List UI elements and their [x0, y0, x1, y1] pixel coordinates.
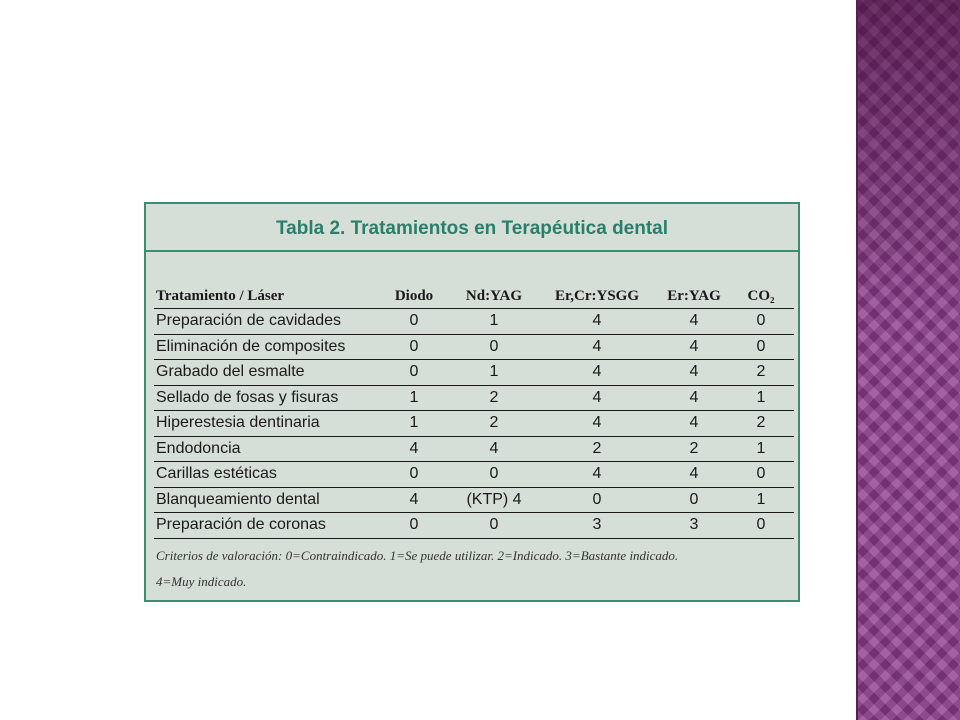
row-label: Sellado de fosas y fisuras	[156, 388, 339, 406]
table-cell: 4	[689, 312, 699, 329]
table-cell: 0	[409, 312, 419, 329]
header-co2: CO₂	[747, 288, 775, 304]
table-cell: 1	[756, 439, 766, 457]
table-cell: 4	[409, 490, 419, 508]
table-cell: 4	[689, 388, 699, 406]
row-label: Endodoncia	[156, 439, 241, 457]
table-title: Tabla 2. Tratamientos en Terapéutica dental	[275, 218, 669, 239]
table-cell: 4	[689, 337, 699, 355]
table-cell: 3	[592, 516, 602, 533]
table-cell: 0	[489, 337, 499, 355]
table-cell: 4	[592, 337, 602, 355]
table-cell: 0	[409, 363, 419, 380]
table-cell: 4	[409, 439, 419, 457]
table-cell: 0	[756, 337, 766, 355]
table-cell: 0	[756, 465, 766, 482]
side-panel-edge	[856, 0, 858, 720]
table-cell: 1	[409, 388, 419, 406]
table-cell: 4	[489, 439, 499, 457]
criteria-note: Criterios de valoración: 0=Contraindicado. 1=Se puede utilizar. 2=Indicado. 3=Bastante indicado.	[156, 548, 679, 563]
row-divider	[154, 461, 794, 462]
table-cell: 0	[756, 516, 766, 533]
row-divider	[154, 538, 794, 539]
table-cell: 0	[489, 465, 499, 482]
row-label: Hiperestesia dentinaria	[156, 414, 320, 431]
header-ndyag: Nd:YAG	[465, 288, 523, 304]
header-ercrysgg: Er,Cr:YSGG	[554, 288, 640, 304]
row-divider	[154, 512, 794, 513]
row-label: Blanqueamiento dental	[156, 490, 320, 508]
row-divider	[154, 410, 794, 411]
row-divider	[154, 334, 794, 335]
treatments-table	[144, 202, 800, 602]
header-eryag: Er:YAG	[667, 288, 721, 304]
table-cell: 2	[756, 363, 766, 380]
row-divider	[154, 487, 794, 488]
table-cell: 4	[689, 363, 699, 380]
table-cell: (KTP) 4	[466, 490, 522, 508]
header-divider	[154, 308, 794, 309]
table-cell: 1	[489, 363, 499, 380]
table-cell: 1	[489, 312, 499, 329]
criteria-note-continued: 4=Muy indicado.	[156, 574, 247, 589]
table-cell: 4	[592, 312, 602, 329]
table-cell: 4	[592, 414, 602, 431]
row-divider	[154, 385, 794, 386]
table-cell: 4	[592, 465, 602, 482]
table-cell: 0	[409, 516, 419, 533]
table-cell: 1	[409, 414, 419, 431]
row-label: Carillas estéticas	[156, 465, 277, 482]
table-cell: 2	[756, 414, 766, 431]
table-cell: 1	[756, 490, 766, 508]
table-cell: 3	[689, 516, 699, 533]
table-cell: 0	[756, 312, 766, 329]
row-divider	[154, 436, 794, 437]
table-cell: 2	[689, 439, 699, 457]
table-cell: 4	[592, 388, 602, 406]
row-label: Preparación de cavidades	[156, 312, 342, 329]
row-label: Grabado del esmalte	[156, 363, 305, 380]
table-cell: 0	[489, 516, 499, 533]
table-cell: 2	[489, 414, 499, 431]
table-title-bar	[146, 204, 798, 252]
table-cell: 0	[409, 465, 419, 482]
table-cell: 4	[689, 414, 699, 431]
table-cell: 0	[592, 490, 602, 508]
row-divider	[154, 359, 794, 360]
table-cell: 0	[689, 490, 699, 508]
row-label: Preparación de coronas	[156, 516, 326, 533]
header-diodo: Diodo	[394, 288, 434, 304]
table-cell: 1	[756, 388, 766, 406]
decorative-side-panel	[856, 0, 960, 720]
row-label: Eliminación de composites	[156, 337, 346, 355]
table-cell: 2	[489, 388, 499, 406]
header-treatment: Tratamiento / Láser	[156, 288, 285, 304]
table-cell: 2	[592, 439, 602, 457]
table-cell: 4	[689, 465, 699, 482]
table-cell: 0	[409, 337, 419, 355]
table-cell: 4	[592, 363, 602, 380]
